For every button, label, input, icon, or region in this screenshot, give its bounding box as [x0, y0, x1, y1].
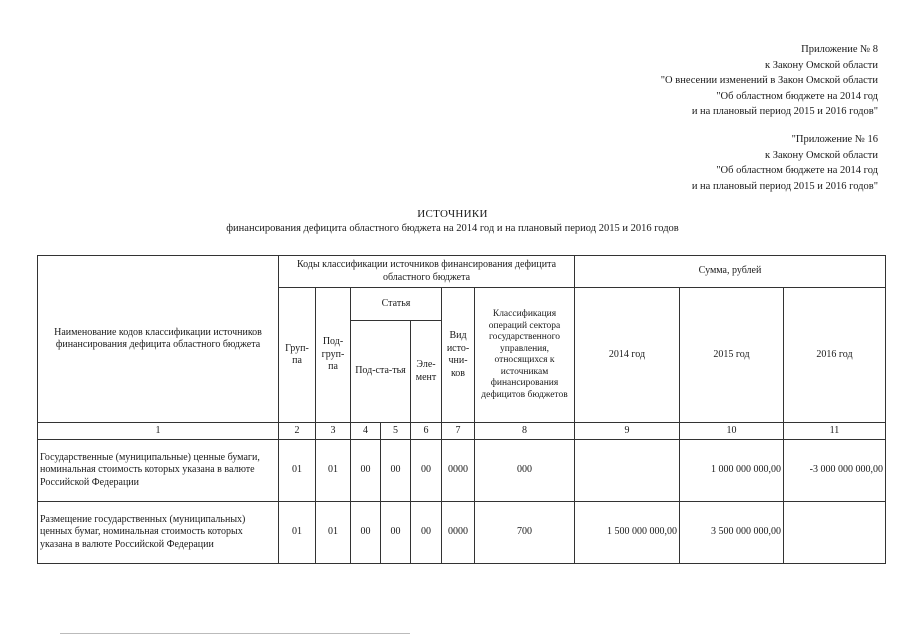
row-2015: 1 000 000 000,00 [680, 440, 784, 502]
header-source-type: Вид исто-чни-ков [442, 288, 475, 423]
col-number: 5 [381, 423, 411, 440]
row-2016: -3 000 000 000,00 [784, 440, 886, 502]
header-2014: 2014 год [575, 288, 680, 423]
header-subgroup: Под-груп-па [316, 288, 351, 423]
row-article: 00 [351, 502, 381, 564]
col-number: 2 [279, 423, 316, 440]
header-line: к Закону Омской области [764, 149, 878, 161]
header-group: Груп-па [279, 288, 316, 423]
row-source-type: 0000 [442, 502, 475, 564]
header-line: "О внесении изменений в Закон Омской области [660, 75, 878, 86]
header-2016: 2016 год [784, 288, 886, 423]
appendix-16-header [692, 132, 878, 194]
row-2014 [575, 440, 680, 502]
header-classification: Классификация операций сектора государственного управления, относящихся к источникам финансирования дефицитов бюджетов [475, 288, 575, 423]
document-title: ИСТОЧНИКИ [417, 208, 488, 220]
header-line: "Об областном бюджете на 2014 год [716, 165, 878, 176]
row-article: 00 [351, 440, 381, 502]
col-number: 10 [680, 423, 784, 440]
row-group: 01 [279, 502, 316, 564]
document-subtitle: финансирования дефицита областного бюджета на 2014 год и на плановый период 2015 и 2016 годов [226, 223, 679, 234]
sources-table [37, 255, 886, 564]
header-element: Эле-мент [411, 321, 442, 423]
col-number: 8 [475, 423, 575, 440]
row-element: 00 [411, 502, 442, 564]
row-name: Государственные (муниципальные) ценные бумаги, номинальная стоимость которых указана в валюте Российской Федерации [38, 440, 279, 502]
header-line: и на плановый период 2015 и 2016 годов" [691, 106, 878, 117]
row-element: 00 [411, 440, 442, 502]
row-subarticle: 00 [381, 440, 411, 502]
col-number: 6 [411, 423, 442, 440]
header-sum: Сумма, рублей [575, 256, 886, 288]
row-classification: 700 [475, 502, 575, 564]
table-row [38, 502, 886, 564]
header-line: и на плановый период 2015 и 2016 годов" [691, 180, 878, 192]
header-line: к Закону Омской области [764, 59, 878, 71]
col-number: 3 [316, 423, 351, 440]
appendix-8-header [661, 42, 878, 120]
row-subgroup: 01 [316, 440, 351, 502]
table-row [38, 440, 886, 502]
col-number: 1 [38, 423, 279, 440]
header-article: Статья [351, 288, 442, 321]
row-2016 [784, 502, 886, 564]
row-subgroup: 01 [316, 502, 351, 564]
header-codes: Коды классификации источников финансирования дефицита областного бюджета [279, 256, 575, 288]
header-line: "Об областном бюджете на 2014 год [716, 90, 878, 102]
col-number: 11 [784, 423, 886, 440]
header-subarticle: Под-ста-тья [351, 321, 411, 423]
row-name: Размещение государственных (муниципальных) ценных бумаг, номинальная стоимость которых указана в валюте Российской Федерации [38, 502, 279, 564]
col-number: 4 [351, 423, 381, 440]
header-line: Приложение № 8 [801, 44, 878, 55]
row-source-type: 0000 [442, 440, 475, 502]
col-number: 7 [442, 423, 475, 440]
header-line: "Приложение № 16 [791, 134, 878, 145]
row-subarticle: 00 [381, 502, 411, 564]
row-2014: 1 500 000 000,00 [575, 502, 680, 564]
header-2015: 2015 год [680, 288, 784, 423]
row-group: 01 [279, 440, 316, 502]
col-number: 9 [575, 423, 680, 440]
row-classification: 000 [475, 440, 575, 502]
row-2015: 3 500 000 000,00 [680, 502, 784, 564]
header-name: Наименование кодов классификации источников финансирования дефицита областного бюджета [38, 256, 279, 423]
scan-edge-line [60, 633, 410, 634]
